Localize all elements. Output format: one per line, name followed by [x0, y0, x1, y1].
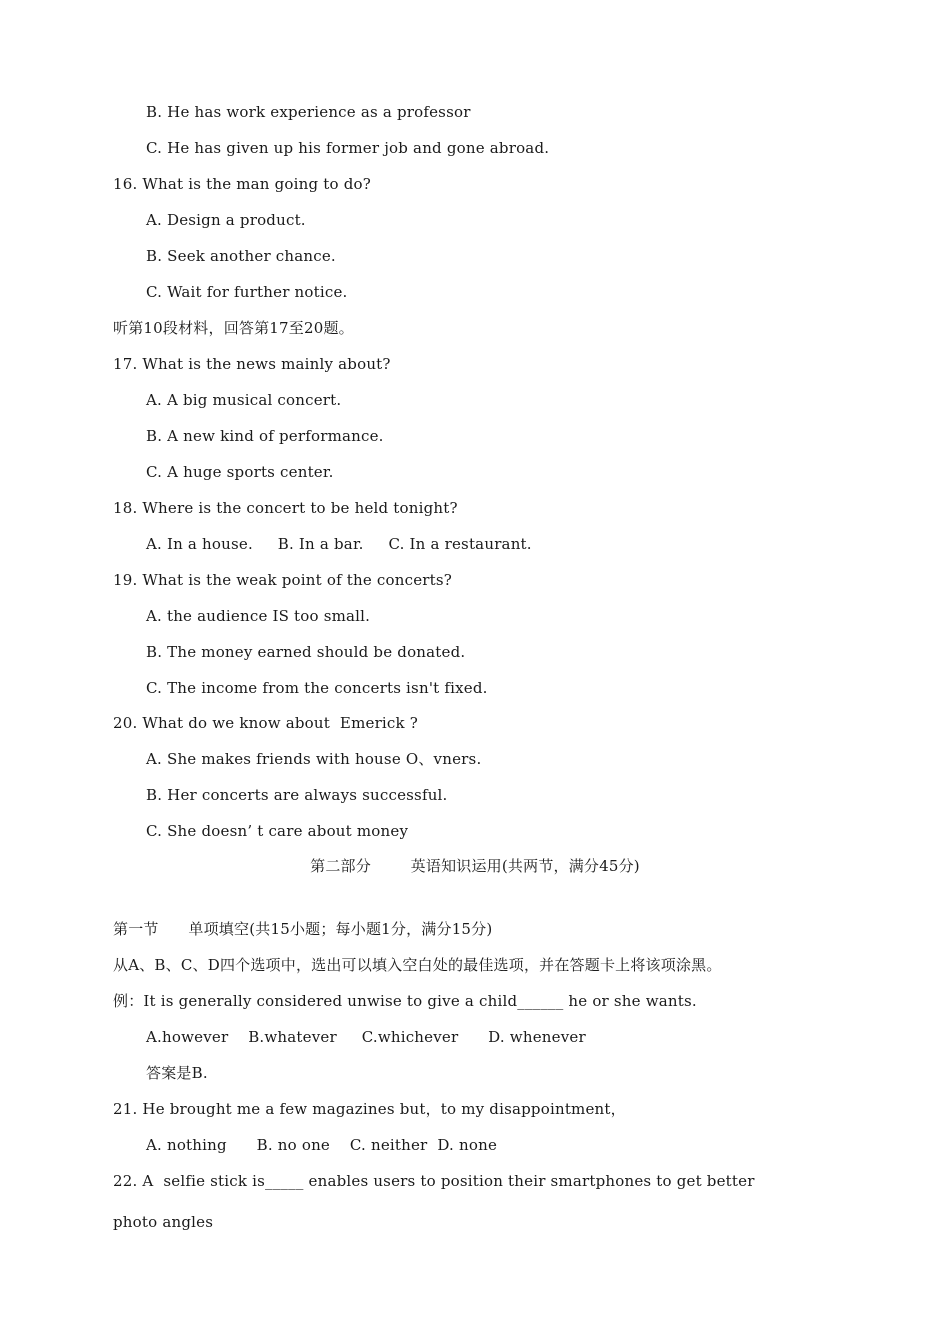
option-19c: C. The income from the concerts isn't fixed.: [146, 679, 488, 697]
option-20c: C. She doesn’ t care about money: [146, 822, 409, 840]
option-16a: A. Design a product.: [146, 211, 306, 229]
question-17: 17. What is the news mainly about?: [113, 355, 391, 373]
question-16: 16. What is the man going to do?: [113, 175, 371, 193]
option-19a: A. the audience IS too small.: [146, 607, 371, 625]
part-two-heading: 第二部分 英语知识运用(共两节，满分45分): [310, 857, 640, 875]
option-20b: B. Her concerts are always successful.: [146, 786, 448, 804]
example-question: 例：It is generally considered unwise to give a child______ he or she wants.: [113, 992, 697, 1010]
section-one-instruction: 从A、B、C、D四个选项中，选出可以填入空白处的最佳选项，并在答题卡上将该项涂黑。: [113, 956, 722, 974]
question-21: 21. He brought me a few magazines but，to my disappointment，: [113, 1100, 626, 1118]
example-answer: 答案是B.: [146, 1064, 208, 1082]
section-instruction-10: 听第10段材料，回答第17至20题。: [113, 319, 354, 337]
question-20: 20. What do we know about Emerick ?: [113, 714, 419, 732]
section-one-heading: 第一节 单项填空(共15小题；每小题1分，满分15分): [113, 920, 493, 938]
question-22-continued: photo angles: [113, 1213, 214, 1231]
option-17a: A. A big musical concert.: [146, 391, 342, 409]
question-18: 18. Where is the concert to be held tonight?: [113, 499, 458, 517]
option-19b: B. The money earned should be donated.: [146, 643, 466, 661]
option-15c: C. He has given up his former job and gone abroad.: [146, 139, 550, 157]
question-19: 19. What is the weak point of the concerts?: [113, 571, 453, 589]
option-17c: C. A huge sports center.: [146, 463, 334, 481]
example-options: A.however B.whatever C.whichever D. whenever: [146, 1028, 586, 1046]
option-15b: B. He has work experience as a professor: [146, 103, 471, 121]
option-16c: C. Wait for further notice.: [146, 283, 348, 301]
option-16b: B. Seek another chance.: [146, 247, 336, 265]
option-20a: A. She makes friends with house O、vners.: [146, 750, 482, 768]
question-22: 22. A selfie stick is_____ enables users to position their smartphones to get better: [113, 1172, 755, 1190]
options-21: A. nothing B. no one C. neither D. none: [146, 1136, 498, 1154]
option-17b: B. A new kind of performance.: [146, 427, 384, 445]
options-18: A. In a house. B. In a bar. C. In a restaurant.: [146, 535, 532, 553]
